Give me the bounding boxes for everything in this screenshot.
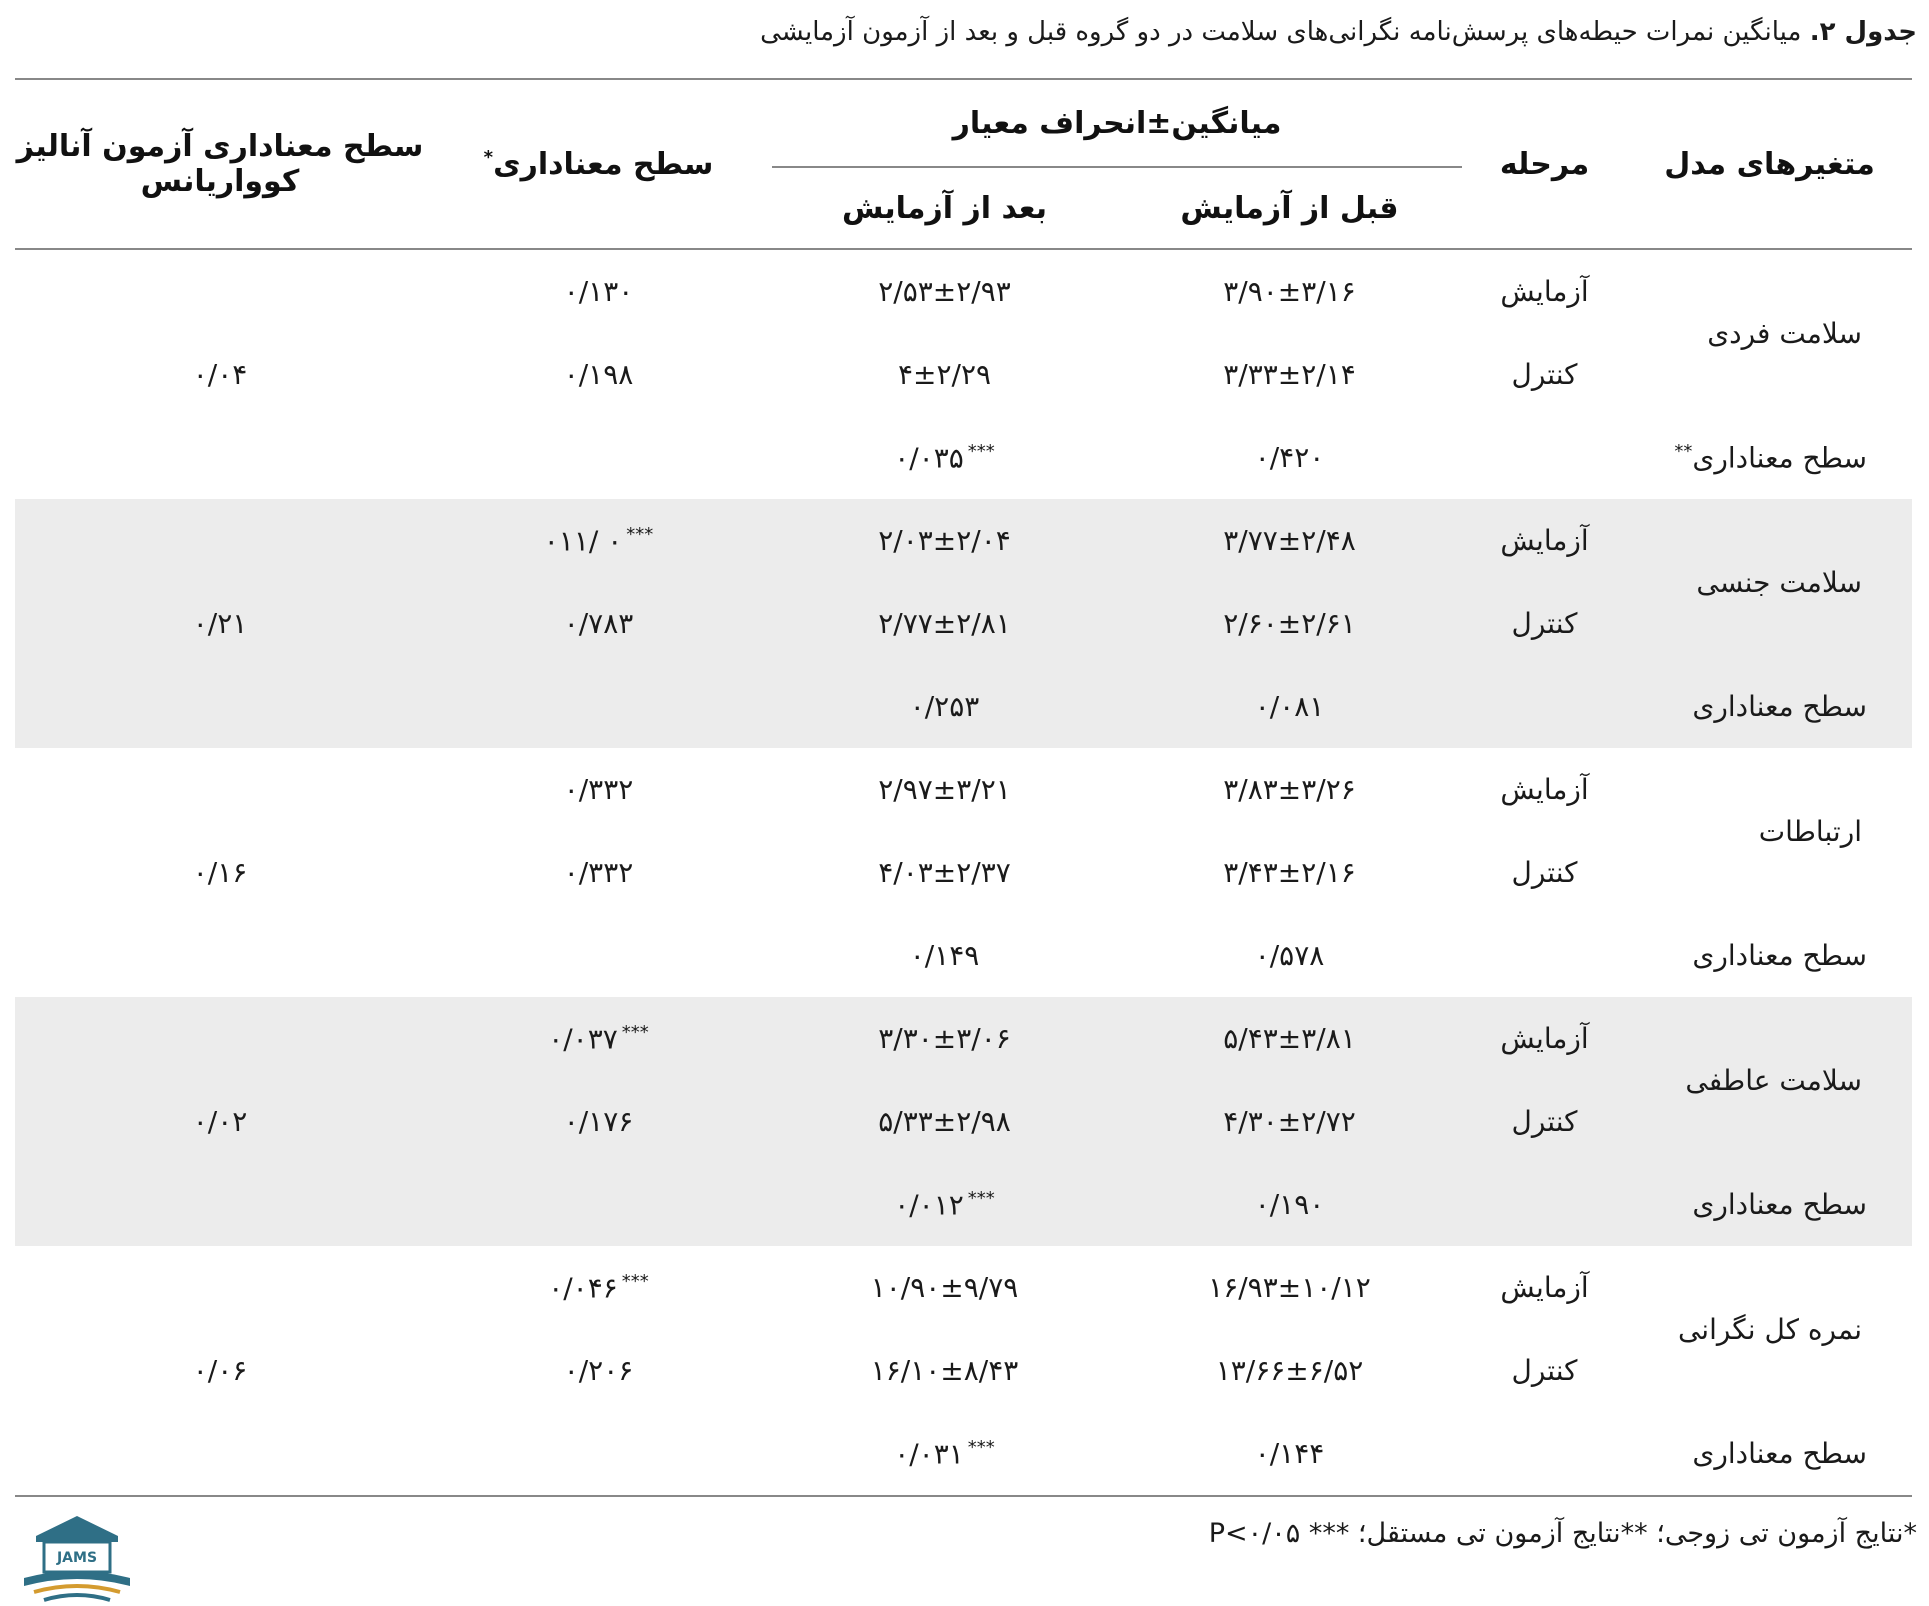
significance-label-cell: [1627, 1412, 1912, 1496]
significance-label: سطح معناداری: [1692, 690, 1867, 723]
significance-cell: [425, 499, 772, 582]
header-before: قبل از آزمایش: [1180, 190, 1399, 226]
before-cell: ۳/۹۰±۳/۱۶: [1223, 275, 1356, 308]
after-sig-value: ۰/۰۳۵: [894, 441, 964, 475]
significance-value: ۰/۱۹۸: [563, 358, 634, 391]
header-after: بعد از آزمایش: [841, 190, 1048, 226]
before-cell: ۳/۳۳±۲/۱۴: [1223, 358, 1356, 391]
significance-cell-empty: [425, 665, 772, 748]
caption-text: میانگین نمرات حیطه‌های پرسش‌نامه نگرانی‌های سلامت در دو گروه قبل و بعد از آزمون آزمایشی: [760, 17, 1810, 47]
before-cell: ۲/۶۰±۲/۶۱: [1117, 582, 1462, 665]
significance-label: سطح معناداری: [1692, 1437, 1867, 1470]
significance-label: سطح معناداری: [1692, 441, 1867, 475]
stage-cell-empty: [1462, 1412, 1627, 1496]
header-significance-star: *: [483, 146, 494, 168]
significance-value: ۰/۱۷۶: [563, 1105, 634, 1138]
caption-label: جدول ۲.: [1809, 17, 1917, 47]
significance-label-cell: [1627, 665, 1912, 748]
significance-cell: [425, 1329, 772, 1412]
after-sig-value: ۰/۰۳۱: [894, 1437, 964, 1471]
after-sig-stars: ***: [967, 440, 995, 462]
table-header: [15, 79, 1912, 249]
table-row: [15, 997, 1912, 1080]
significance-cell-empty: [425, 1163, 772, 1246]
stage-cell: آزمایش: [1500, 1271, 1589, 1304]
before-cell: ۳/۸۳±۳/۲۶: [1223, 773, 1356, 806]
significance-value: ۰/۲۰۶: [563, 1354, 634, 1387]
significance-value: ۰/۳۳۲: [563, 773, 634, 806]
variable-name: ارتباطات: [1758, 814, 1862, 848]
significance-cell: [425, 249, 772, 333]
significance-cell: [425, 1246, 772, 1329]
variable-name: سلامت جنسی: [1627, 499, 1912, 665]
significance-stars: ***: [626, 523, 654, 545]
significance-label-stars: **: [1674, 440, 1693, 462]
table-footnote: *نتایج آزمون تی زوجی؛ **نتایج آزمون تی مستقل؛ *** P<۰/۰۵: [1208, 1518, 1917, 1549]
significance-cell: [425, 748, 772, 831]
stage-cell: کنترل: [1511, 856, 1578, 889]
ancova-cell: ۰/۲۱: [15, 499, 425, 748]
significance-cell: [425, 333, 772, 416]
significance-cell: [425, 582, 772, 665]
before-sig-cell: ۰/۱۹۰: [1117, 1163, 1462, 1246]
after-sig-cell: [772, 416, 1117, 499]
stage-cell: آزمایش: [1462, 997, 1627, 1080]
stage-cell: کنترل: [1511, 1354, 1578, 1387]
stage-cell-empty: [1462, 416, 1627, 499]
after-sig-stars: ***: [967, 1187, 995, 1209]
header-ancova: سطح معناداری آزمون آنالیز کوواریانس: [16, 129, 424, 199]
after-cell: ۲/۵۳±۲/۹۳: [878, 275, 1011, 308]
after-sig-cell: [772, 1163, 1117, 1246]
stage-cell-empty: [1462, 914, 1627, 997]
header-significance: [425, 79, 772, 249]
journal-logo-icon: [14, 1512, 140, 1604]
after-sig-stars: ***: [967, 1436, 995, 1458]
before-cell: ۵/۴۳±۳/۸۱: [1117, 997, 1462, 1080]
header-stage: مرحله: [1499, 146, 1590, 182]
after-cell: ۴/۰۳±۲/۳۷: [878, 856, 1011, 889]
after-sig-cell: [772, 914, 1117, 997]
after-cell: ۱۰/۹۰±۹/۷۹: [870, 1271, 1019, 1304]
before-sig-cell: ۰/۵۷۸: [1254, 939, 1325, 972]
before-sig-cell: ۰/۱۴۴: [1254, 1437, 1325, 1470]
logo-text: JAMS: [56, 1550, 98, 1566]
significance-value: ۰ /۰۱۱: [543, 524, 623, 558]
significance-value: ۰/۱۳۰: [563, 275, 634, 308]
before-sig-cell: ۰/۴۲۰: [1254, 441, 1325, 474]
table-row: [15, 249, 1912, 333]
significance-cell-empty: [425, 416, 772, 499]
significance-value: ۰/۰۴۶: [548, 1271, 618, 1305]
before-cell: ۱۳/۶۶±۶/۵۲: [1215, 1354, 1364, 1387]
header-mean-sd: میانگین±انحراف معیار: [772, 79, 1462, 167]
stage-cell: کنترل: [1462, 582, 1627, 665]
ancova-cell: ۰/۰۲: [15, 997, 425, 1246]
after-cell: ۲/۰۳±۲/۰۴: [772, 499, 1117, 582]
significance-label-cell: [1627, 416, 1912, 499]
stage-cell: آزمایش: [1500, 275, 1589, 308]
after-cell: ۲/۹۷±۳/۲۱: [878, 773, 1011, 806]
variable-name: سلامت فردی: [1707, 316, 1862, 350]
stage-cell-empty: [1462, 665, 1627, 748]
after-cell: ۵/۳۳±۲/۹۸: [772, 1080, 1117, 1163]
significance-cell: [425, 831, 772, 914]
before-cell: ۳/۷۷±۲/۴۸: [1117, 499, 1462, 582]
significance-cell-empty: [425, 914, 772, 997]
after-sig-value: ۰/۲۵۳: [909, 690, 980, 723]
significance-value: ۰/۷۸۳: [563, 607, 634, 640]
after-sig-cell: [772, 1412, 1117, 1496]
after-sig-cell: [772, 665, 1117, 748]
significance-cell-empty: [425, 1412, 772, 1496]
table-body: [15, 249, 1912, 1496]
ancova-cell: ۰/۰۴: [192, 358, 248, 391]
significance-stars: ***: [621, 1270, 649, 1292]
significance-label-cell: [1627, 914, 1912, 997]
before-sig-cell: ۰/۰۸۱: [1117, 665, 1462, 748]
after-sig-value: ۰/۱۴۹: [909, 939, 980, 972]
before-cell: ۱۶/۹۳±۱۰/۱۲: [1208, 1271, 1371, 1304]
stage-cell: کنترل: [1462, 1080, 1627, 1163]
results-table: [15, 78, 1912, 1497]
variable-name: سلامت عاطفی: [1627, 997, 1912, 1163]
after-sig-value: ۰/۰۱۲: [894, 1188, 964, 1222]
significance-cell: [425, 1080, 772, 1163]
before-cell: ۴/۳۰±۲/۷۲: [1117, 1080, 1462, 1163]
significance-label: سطح معناداری: [1692, 1188, 1867, 1221]
stage-cell: آزمایش: [1500, 773, 1589, 806]
table-caption: [600, 12, 1917, 52]
significance-label-cell: [1627, 1163, 1912, 1246]
after-cell: ۱۶/۱۰±۸/۴۳: [870, 1354, 1019, 1387]
after-cell: ۴±۲/۲۹: [897, 358, 992, 391]
significance-value: ۰/۳۳۲: [563, 856, 634, 889]
table-row: [15, 499, 1912, 582]
table-row: [15, 748, 1912, 831]
significance-label: سطح معناداری: [1692, 939, 1867, 972]
significance-stars: ***: [621, 1021, 649, 1043]
table-row: [15, 1246, 1912, 1329]
variable-name: نمره کل نگرانی: [1677, 1312, 1862, 1346]
significance-cell: [425, 997, 772, 1080]
header-significance-label: سطح معناداری: [493, 146, 714, 182]
ancova-cell: ۰/۱۶: [192, 856, 248, 889]
stage-cell: آزمایش: [1462, 499, 1627, 582]
header-variables: متغیرهای مدل: [1664, 146, 1875, 182]
after-cell: ۳/۳۰±۳/۰۶: [772, 997, 1117, 1080]
before-cell: ۳/۴۳±۲/۱۶: [1223, 856, 1356, 889]
significance-value: ۰/۰۳۷: [548, 1022, 618, 1056]
ancova-cell: ۰/۰۶: [192, 1354, 248, 1387]
stage-cell-empty: [1462, 1163, 1627, 1246]
stage-cell: کنترل: [1511, 358, 1578, 391]
after-cell: ۲/۷۷±۲/۸۱: [772, 582, 1117, 665]
